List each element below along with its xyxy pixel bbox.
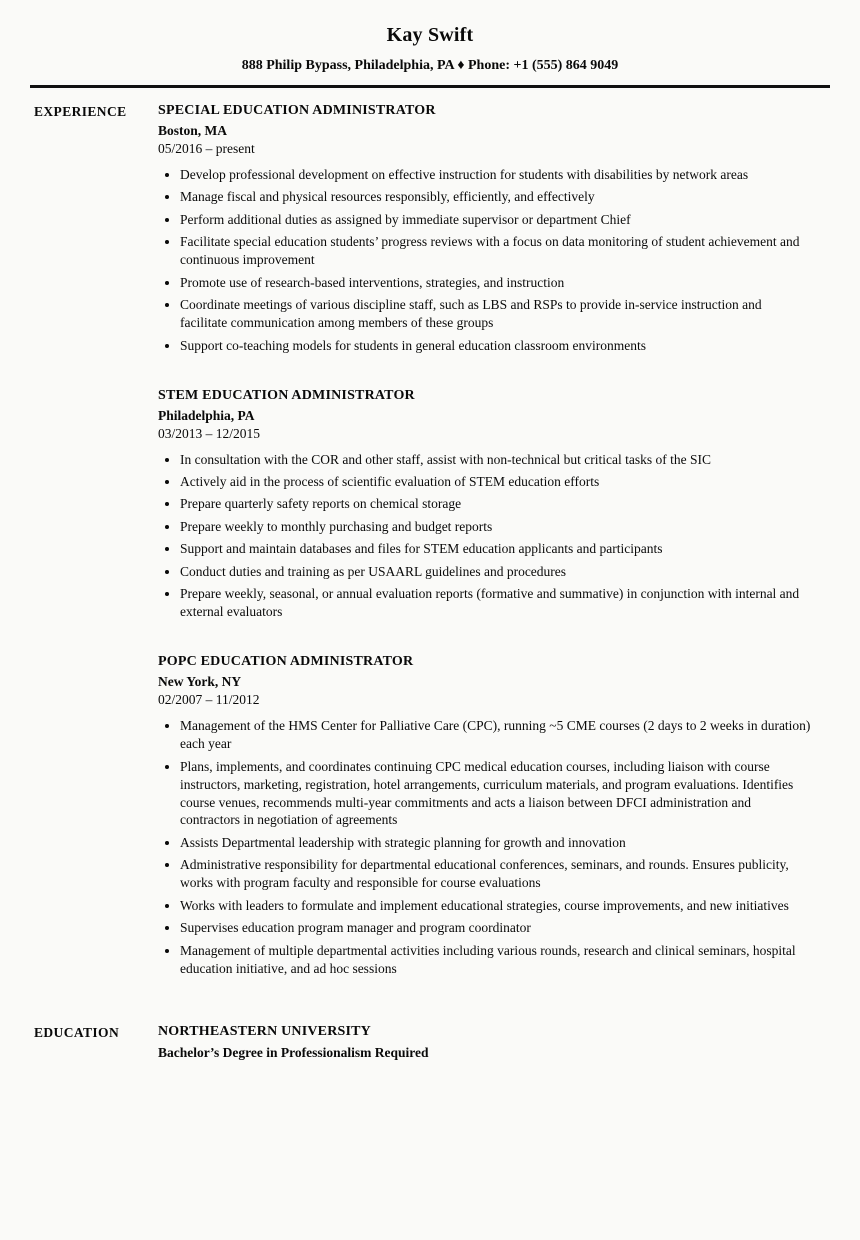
bullet-item: • Prepare weekly to monthly purchasing and budget reports <box>180 518 812 536</box>
bullet-item: • Administrative responsibility for departmental educational conferences, seminars, and rounds. Ensures publicity, works with program faculty and responsible for course evaluations <box>180 856 812 892</box>
bullet-item: • Works with leaders to formulate and implement educational strategies, course improvements, and new initiatives <box>180 897 812 915</box>
job-location: Boston, MA <box>158 123 228 138</box>
bullet-item: • Supervises education program manager and program coordinator <box>180 919 812 937</box>
bullet-item: • Promote use of research-based interventions, strategies, and instruction <box>180 274 812 292</box>
bullet-item: • Perform additional duties as assigned by immediate supervisor or department Chief <box>180 211 812 229</box>
job-title: SPECIAL EDUCATION ADMINISTRATOR <box>158 103 436 118</box>
bullet-item: • Plans, implements, and coordinates continuing CPC medical education courses, including liaison with course instructors, marketing, registration, hotel arrangements, curriculum materials, and program evaluations. Identifies course venues, recommends multi-year commitments and acts a liaison between DFCI administration and contractors in negotiation of agreements <box>180 758 812 830</box>
education-section <box>0 1024 860 1061</box>
bullet-item: • Support and maintain databases and files for STEM education applicants and participants <box>180 540 812 558</box>
bullet-item: • Support co-teaching models for students in general education classroom environments <box>180 337 812 355</box>
section-label-education: EDUCATION <box>34 1024 120 1040</box>
degree-name: Bachelor’s Degree in Professionalism Required <box>158 1044 429 1060</box>
job-title: STEM EDUCATION ADMINISTRATOR <box>158 387 415 403</box>
experience-content <box>158 103 860 978</box>
education-content <box>158 1024 860 1061</box>
resume-header <box>0 0 860 88</box>
bullet-item: • Prepare weekly, seasonal, or annual evaluation reports (formative and summative) in conjunction with internal and external evaluators <box>180 585 812 621</box>
bullet-item: • Coordinate meetings of various discipline staff, such as LBS and RSPs to provide in-service instruction and facilitate communication among members of these groups <box>180 296 812 332</box>
job-entry <box>158 103 812 355</box>
bullet-item: • Facilitate special education students’ progress reviews with a focus on data monitoring of student achievement and continuous improvement <box>180 233 812 269</box>
job-dates: 05/2016 – present <box>158 141 255 156</box>
job-dates: 02/2007 – 11/2012 <box>158 692 260 708</box>
bullet-item: • Actively aid in the process of scientific evaluation of STEM education efforts <box>180 473 812 491</box>
job-title: POPC EDUCATION ADMINISTRATOR <box>158 654 414 670</box>
job-entry <box>158 388 812 622</box>
experience-section <box>0 103 860 978</box>
bullet-item: • Assists Departmental leadership with strategic planning for growth and innovation <box>180 834 812 852</box>
job-location: New York, NY <box>158 674 242 690</box>
person-name: Kay Swift <box>386 24 474 46</box>
bullet-item: • Conduct duties and training as per USAARL guidelines and procedures <box>180 563 812 581</box>
contact-line: 888 Philip Bypass, Philadelphia, PA ♦ Phone: +1 (555) 864 9049 <box>241 58 619 73</box>
bullet-list <box>158 451 812 622</box>
bullet-item: • Prepare quarterly safety reports on chemical storage <box>180 495 812 513</box>
bullet-list <box>158 166 812 355</box>
job-entry <box>158 654 812 977</box>
header-divider <box>30 85 830 88</box>
bullet-item: • Develop professional development on effective instruction for students with disabilities by network areas <box>180 166 812 184</box>
job-dates: 03/2013 – 12/2015 <box>158 425 261 441</box>
bullet-list <box>158 717 812 977</box>
job-location: Philadelphia, PA <box>158 407 255 423</box>
bullet-item: • Management of multiple departmental activities including various rounds, research and clinical seminars, hospital education initiative, and ad hoc sessions <box>180 942 812 978</box>
bullet-item: • Manage fiscal and physical resources responsibly, efficiently, and effectively <box>180 188 812 206</box>
section-label-experience: EXPERIENCE <box>34 104 127 119</box>
bullet-item: • In consultation with the COR and other staff, assist with non-technical but critical tasks of the SIC <box>180 451 812 469</box>
bullet-item: • Management of the HMS Center for Palliative Care (CPC), running ~5 CME courses (2 days to 2 weeks in duration) each year <box>180 717 812 753</box>
school-name: NORTHEASTERN UNIVERSITY <box>158 1023 371 1039</box>
